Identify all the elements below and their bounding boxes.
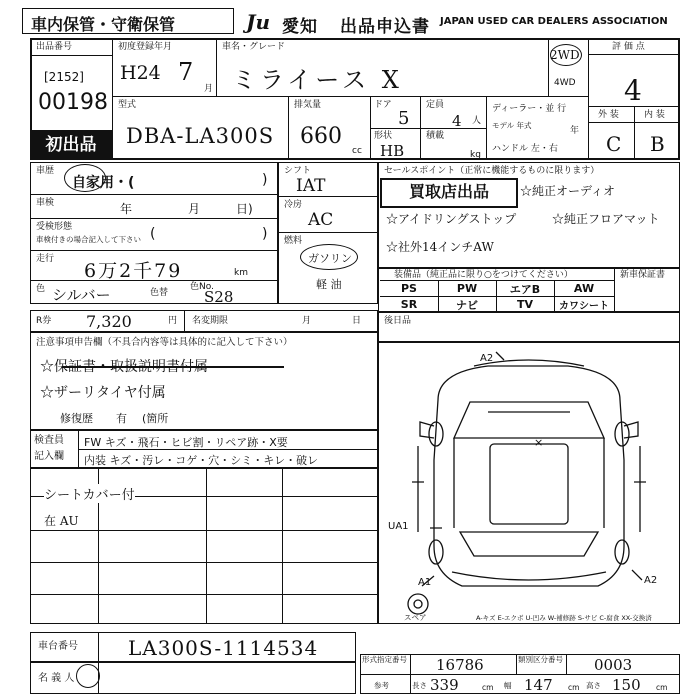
- storage-badge: [22, 8, 234, 34]
- width-value: 147: [524, 676, 553, 694]
- drive-4wd: 4WD: [554, 78, 576, 88]
- notice-line: ☆保証書・取扱説明書付属: [40, 359, 208, 375]
- shaken-year-unit: 年: [120, 202, 133, 216]
- damage-mark: A2: [644, 575, 658, 586]
- type-label: 形式指定番号: [362, 655, 407, 664]
- equipment-item: PW: [456, 282, 478, 295]
- ac-label: 冷房: [284, 200, 303, 210]
- first-listing-badge: [30, 130, 112, 160]
- color-code-label: 色No.: [190, 282, 214, 292]
- width-unit: cm: [568, 683, 580, 692]
- seats-unit: 人: [472, 116, 482, 126]
- displacement-label: 排気量: [294, 100, 322, 110]
- sales-point-item: ☆純正フロアマット: [552, 212, 660, 226]
- remarks-line: 在 AU: [44, 514, 79, 528]
- rear-items-box: [378, 312, 680, 342]
- body-label: 形状: [374, 131, 393, 141]
- first-reg-label: 初度登録年月: [118, 42, 173, 52]
- model-label: 型式: [118, 100, 137, 110]
- repair-value: 有: [116, 412, 127, 425]
- usage-label: 車歴: [36, 166, 55, 176]
- usage-circle: [64, 164, 106, 192]
- usage-value: 自家用・(: [72, 175, 135, 191]
- remarks-line: シートカバー付: [44, 484, 135, 503]
- sales-points-label: セールスポイント（正常に機能するものに限ります）: [384, 166, 600, 176]
- height-value: 150: [612, 676, 641, 694]
- first-listing-badge-label: 初出品: [45, 135, 97, 155]
- length-value: 339: [430, 676, 459, 694]
- usage-close: ): [262, 172, 268, 188]
- color-code-value: S28: [204, 288, 234, 306]
- mileage-value: 6万2千79: [84, 260, 183, 282]
- association-name: JAPAN USED CAR DEALERS ASSOCIATION: [440, 16, 668, 27]
- damage-legend: A-キズ E-エクボ U-凹み W-補修跡 S-サビ C-腐食 XX-交換済: [476, 614, 652, 622]
- spare-label: スペア: [404, 613, 427, 622]
- width-label: 幅: [504, 681, 512, 690]
- buy-shop-badge: [380, 178, 518, 208]
- cc-unit: cc: [352, 146, 362, 156]
- seats-value: 4: [452, 112, 462, 130]
- repair-place: (箇所: [142, 412, 169, 425]
- chassis-label: 車台番号: [38, 641, 78, 652]
- color-label: 色: [36, 284, 46, 294]
- exterior-label: 外 装: [598, 110, 619, 120]
- recycle-unit: 円: [168, 316, 178, 326]
- color-tone-label: 色替: [150, 288, 169, 298]
- shaken-month-unit: 月: [188, 202, 201, 216]
- grade-overall: 4: [624, 74, 642, 107]
- reg-year: H24: [120, 62, 161, 84]
- color-value: シルバー: [52, 286, 111, 304]
- bracket-code: [2152]: [44, 70, 84, 84]
- storage-badge-label: 車内保管・守衛保管: [31, 15, 176, 34]
- interior-label: 内 装: [644, 110, 665, 120]
- sales-point-item: ☆社外14インチAW: [386, 240, 494, 254]
- owner-seal-icon: [76, 664, 100, 688]
- class-value: 0003: [594, 656, 633, 674]
- length-unit: cm: [482, 683, 494, 692]
- recycle-amount: 7,320: [86, 312, 132, 331]
- lot-label: 出品番号: [36, 42, 73, 52]
- equipment-item: カワシート: [559, 301, 609, 312]
- type-value: 16786: [436, 656, 484, 674]
- recycle-label: R券: [36, 316, 52, 326]
- dealer-label: ディーラー・並 行: [492, 104, 567, 114]
- seats-label: 定員: [426, 100, 445, 110]
- mileage-unit: km: [234, 268, 248, 278]
- fuel-gas: ガソリン: [308, 252, 352, 265]
- fuel-diesel: 軽 油: [316, 278, 342, 291]
- mileage-label: 走行: [36, 254, 55, 264]
- load-unit: kg: [470, 150, 481, 160]
- rear-items-label: 後日品: [384, 316, 412, 326]
- model-year-label: モデル 年式: [492, 121, 532, 130]
- receipt-open: (: [150, 226, 156, 242]
- doors-value: 5: [398, 108, 410, 129]
- model-value: DBA-LA300S: [126, 124, 275, 148]
- deadline-day-unit: 日: [352, 316, 362, 326]
- body-value: HB: [380, 142, 405, 160]
- buy-shop-label: 買取店出品: [408, 182, 489, 201]
- height-unit: cm: [656, 683, 668, 692]
- equipment-item: エアB: [509, 282, 541, 296]
- chassis-value: LA300S-1114534: [128, 636, 319, 660]
- equipment-label: 装備品（純正品に限り○をつけてください）: [394, 270, 573, 280]
- handle-label: ハンドル 左・右: [492, 144, 558, 154]
- equipment-item: AW: [573, 282, 595, 295]
- owner-label: 名 義 人: [38, 673, 75, 684]
- inspector-row-2: 内装 キズ・汚レ・コゲ・穴・シミ・キレ・破レ: [84, 454, 319, 467]
- damage-mark: ×: [534, 436, 544, 449]
- receipt-label: 受検形態: [36, 222, 73, 232]
- interior-value: B: [650, 132, 665, 156]
- equipment-item: TV: [516, 298, 534, 311]
- drive-2wd-circle: [550, 44, 582, 66]
- load-label: 積載: [426, 131, 445, 141]
- year-unit: 年: [570, 126, 580, 136]
- inspector-label-2: 記入欄: [34, 451, 64, 462]
- notice-line: ☆ザーリタイヤ付属: [40, 385, 166, 401]
- sales-point-item: ☆純正オーディオ: [520, 184, 616, 198]
- deadline-label: 名変期限: [192, 316, 229, 326]
- damage-mark: A2: [480, 353, 494, 364]
- deadline-month-unit: 月: [302, 316, 312, 326]
- displacement-value: 660: [300, 124, 342, 149]
- shift-value: IAT: [296, 176, 326, 196]
- equipment-item: ナビ: [456, 298, 478, 312]
- equipment-item: SR: [400, 298, 418, 311]
- inspector-label-1: 検査員: [34, 435, 64, 446]
- drive-2wd: 2WD: [550, 48, 580, 62]
- fuel-label: 燃料: [284, 236, 303, 246]
- grade-title: 評 価 点: [612, 42, 645, 52]
- reg-month-unit: 月: [204, 84, 214, 94]
- ac-value: AC: [308, 210, 334, 230]
- lot-number: 00198: [38, 90, 108, 115]
- notice-line-strike: [62, 366, 284, 368]
- inspector-row-1: FW キズ・飛石・ヒビ割・リペア跡・X要: [84, 436, 288, 449]
- ju-logo: Ju: [246, 10, 271, 34]
- car-name-value: ミライース X: [232, 66, 403, 94]
- new-car-label: 新車保証書: [620, 270, 666, 280]
- equipment-item: PS: [401, 282, 417, 295]
- shaken-label: 車検: [36, 198, 55, 208]
- shift-label: シフト: [284, 166, 312, 176]
- shaken-day-unit: 日): [236, 202, 253, 216]
- name-label: 車名・グレード: [222, 42, 286, 52]
- org-name: 愛知: [282, 17, 318, 37]
- sales-point-item: ☆アイドリングストップ: [386, 212, 517, 226]
- receipt-close: ): [262, 226, 268, 242]
- damage-mark: UA1: [388, 521, 409, 532]
- doors-label: ドア: [374, 100, 392, 110]
- sheet-title: 出品申込書: [340, 17, 430, 37]
- ref-label: 参考: [374, 681, 389, 690]
- repair-label: 修復歴: [60, 412, 93, 425]
- receipt-note: 車検付きの場合記入して下さい: [36, 235, 141, 244]
- exterior-value: C: [606, 132, 622, 156]
- class-label: 類別区分番号: [518, 655, 563, 664]
- reg-month: 7: [178, 58, 194, 86]
- length-label: 長さ: [412, 681, 427, 690]
- height-label: 高さ: [586, 681, 601, 690]
- fuel-gas-circle: [300, 244, 358, 270]
- notice-label: 注意事項申告欄（不具合内容等は具体的に記入して下さい）: [36, 337, 293, 348]
- damage-mark: A1: [418, 577, 432, 588]
